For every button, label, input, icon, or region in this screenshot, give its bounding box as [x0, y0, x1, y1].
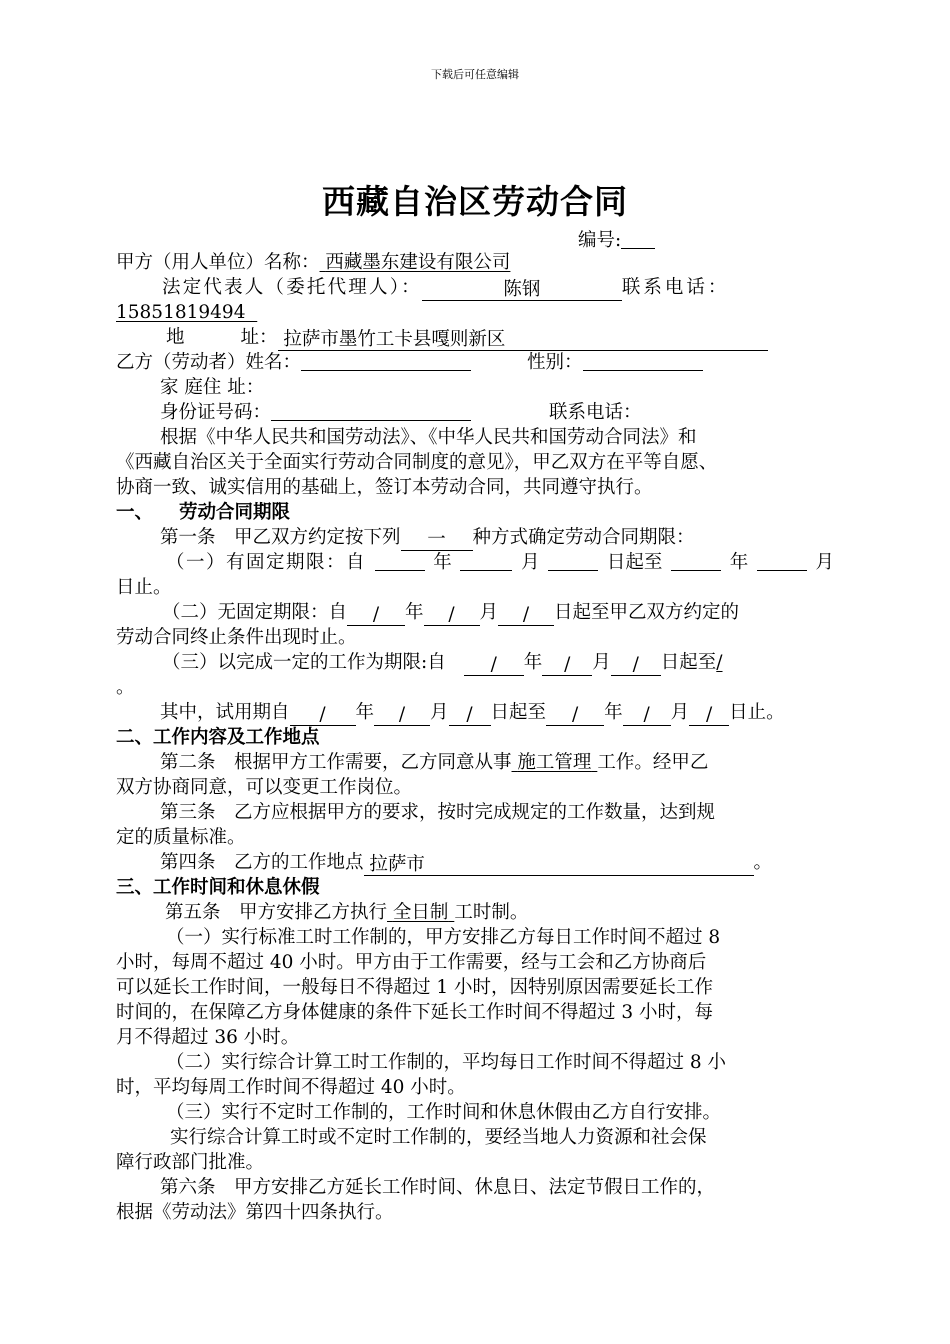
- party-b-id-blank[interactable]: [271, 400, 471, 421]
- article-4-value: 拉萨市: [364, 855, 754, 876]
- article-3-line-2: 定的质量标准。: [116, 827, 246, 848]
- article-1-value: 一: [401, 530, 473, 551]
- article-5: 第五条 甲方安排乙方执行 全日制 工时制。: [165, 902, 529, 923]
- fixed-start-day[interactable]: [548, 550, 598, 571]
- party-b-name-line: [116, 350, 703, 375]
- header-note: 下载后可任意编辑: [431, 68, 519, 81]
- party-b-phone-label: 联系电话：: [549, 402, 642, 423]
- preamble-line-1: 根据《中华人民共和国劳动法》、《中华人民共和国劳动合同法》和: [160, 427, 697, 448]
- probation-end-year[interactable]: /: [546, 705, 604, 726]
- party-a-name-value: 西藏墨东建设有限公司: [325, 252, 511, 273]
- fixed-end-month[interactable]: [757, 550, 807, 571]
- task-term-line: （三）以完成一定的工作为期限:自 / 年 / 月 / 日起至/: [162, 652, 723, 675]
- probation-start-year[interactable]: /: [290, 705, 356, 726]
- rule-2-line-1: （二）实行综合计算工时工作制的，平均每日工作时间不得超过 8 小: [166, 1052, 727, 1073]
- rule-2-line-2: 时，平均每周工作时间不得超过 40 小时。: [116, 1077, 466, 1098]
- section-1-title: 一、 劳动合同期限: [116, 502, 291, 523]
- section-2-title: 二、工作内容及工作地点: [116, 727, 320, 748]
- open-start-day[interactable]: /: [498, 605, 554, 626]
- article-3: 第三条 乙方应根据甲方的要求，按时完成规定的工作数量，达到规: [160, 802, 716, 823]
- task-start-day[interactable]: /: [611, 655, 661, 676]
- fixed-term-end: 日止。: [116, 577, 172, 598]
- party-a-name-line: [116, 250, 510, 275]
- rule-1-line-4: 时间的，在保障乙方身体健康的条件下延长工作时间不得超过 3 小时，每: [116, 1002, 714, 1023]
- contract-number: [578, 228, 655, 253]
- preamble-line-3: 协商一致、诚实信用的基础上，签订本劳动合同，共同遵守执行。: [116, 477, 653, 498]
- party-b-gender-label: 性别：: [527, 352, 583, 373]
- fixed-start-year[interactable]: [375, 550, 425, 571]
- number-blank[interactable]: [621, 228, 655, 249]
- section-3-title: 三、工作时间和休息休假: [116, 877, 320, 898]
- article-6-line-2: 根据《劳动法》第四十四条执行。: [116, 1202, 394, 1223]
- rule-3: （三）实行不定时工作制的，工作时间和休息休假由乙方自行安排。: [166, 1102, 722, 1123]
- party-a-name-label: 甲方（用人单位）名称：: [116, 252, 320, 273]
- rule-1-line-1: （一）实行标准工时工作制的，甲方安排乙方每日工作时间不超过 8: [166, 927, 721, 948]
- article-5-value: 全日制: [392, 902, 449, 923]
- party-a-rep-value: 陈钢: [422, 280, 622, 301]
- article-4: 第四条 乙方的工作地点 拉萨市 。: [160, 852, 773, 875]
- article-6-line-1: 第六条 甲方安排乙方延长工作时间、休息日、法定节假日工作的，: [160, 1177, 716, 1198]
- party-a-address-label-1: 地: [166, 327, 185, 348]
- task-term-end: 。: [116, 677, 135, 698]
- preamble-line-2: 《西藏自治区关于全面实行劳动合同制度的意见》，甲乙双方在平等自愿、: [116, 452, 718, 473]
- document-title: 西藏自治区劳动合同: [322, 182, 628, 221]
- probation-line: 其中，试用期自 / 年 / 月 / 日起至 / 年 / 月 / 日止。: [160, 702, 785, 725]
- open-term-line: （二）无固定期限：自 / 年 / 月 / 日起至甲乙双方约定的: [162, 602, 740, 625]
- article-2-line-2: 双方协商同意，可以变更工作岗位。: [116, 777, 413, 798]
- party-a-phone-label: 联系电话：: [621, 277, 730, 298]
- party-b-id-label: 身份证号码：: [160, 402, 272, 423]
- party-b-home-label: 家 庭住 址：: [160, 377, 265, 398]
- number-label: 编号:: [578, 230, 622, 251]
- party-a-address-label-2: 址：: [240, 327, 278, 348]
- party-a-phone-value: 15851819494: [116, 302, 246, 323]
- fixed-start-month[interactable]: [460, 550, 512, 571]
- task-start-year[interactable]: /: [464, 655, 524, 676]
- party-a-phone-line: [116, 300, 257, 325]
- rule-4-line-1: 实行综合计算工时或不定时工作制的，要经当地人力资源和社会保: [170, 1127, 707, 1148]
- rule-1-line-3: 可以延长工作时间，一般每日不得超过 1 小时，因特别原因需要延长工作: [116, 977, 714, 998]
- fixed-end-year[interactable]: [671, 550, 721, 571]
- rule-1-line-5: 月不得超过 36 小时。: [116, 1027, 300, 1048]
- task-start-month[interactable]: /: [542, 655, 592, 676]
- open-start-year[interactable]: /: [347, 605, 405, 626]
- task-end: /: [716, 652, 723, 673]
- party-b-gender-blank[interactable]: [583, 350, 703, 371]
- party-b-name-label: 乙方（劳动者）姓名：: [116, 352, 302, 373]
- rule-4-line-2: 障行政部门批准。: [116, 1152, 265, 1173]
- fixed-term-line: （一）有固定期限：自 年 月 日起至 年 月: [166, 552, 834, 573]
- open-term-line-2: 劳动合同终止条件出现时止。: [116, 627, 357, 648]
- probation-end-day[interactable]: /: [689, 705, 729, 726]
- party-a-rep-label: 法定代表人（委托代理人）：: [162, 277, 422, 298]
- probation-start-day[interactable]: /: [449, 705, 491, 726]
- article-2: 第二条 根据甲方工作需要，乙方同意从事 施工管理 工作。经甲乙: [160, 752, 709, 773]
- party-a-rep-line: [162, 275, 729, 301]
- open-start-month[interactable]: /: [424, 605, 480, 626]
- article-2-value: 施工管理: [517, 752, 592, 773]
- party-b-name-blank[interactable]: [301, 350, 471, 371]
- article-1: 第一条 甲乙双方约定按下列 一 种方式确定劳动合同期限：: [160, 527, 695, 550]
- probation-start-month[interactable]: /: [374, 705, 430, 726]
- party-b-id-line: [160, 400, 642, 425]
- party-a-address-line: [166, 325, 768, 351]
- probation-end-month[interactable]: /: [623, 705, 671, 726]
- party-a-address-value: 拉萨市墨竹工卡县嘎则新区: [278, 330, 768, 351]
- rule-1-line-2: 小时，每周不超过 40 小时。甲方由于工作需要，经与工会和乙方协商后: [116, 952, 707, 973]
